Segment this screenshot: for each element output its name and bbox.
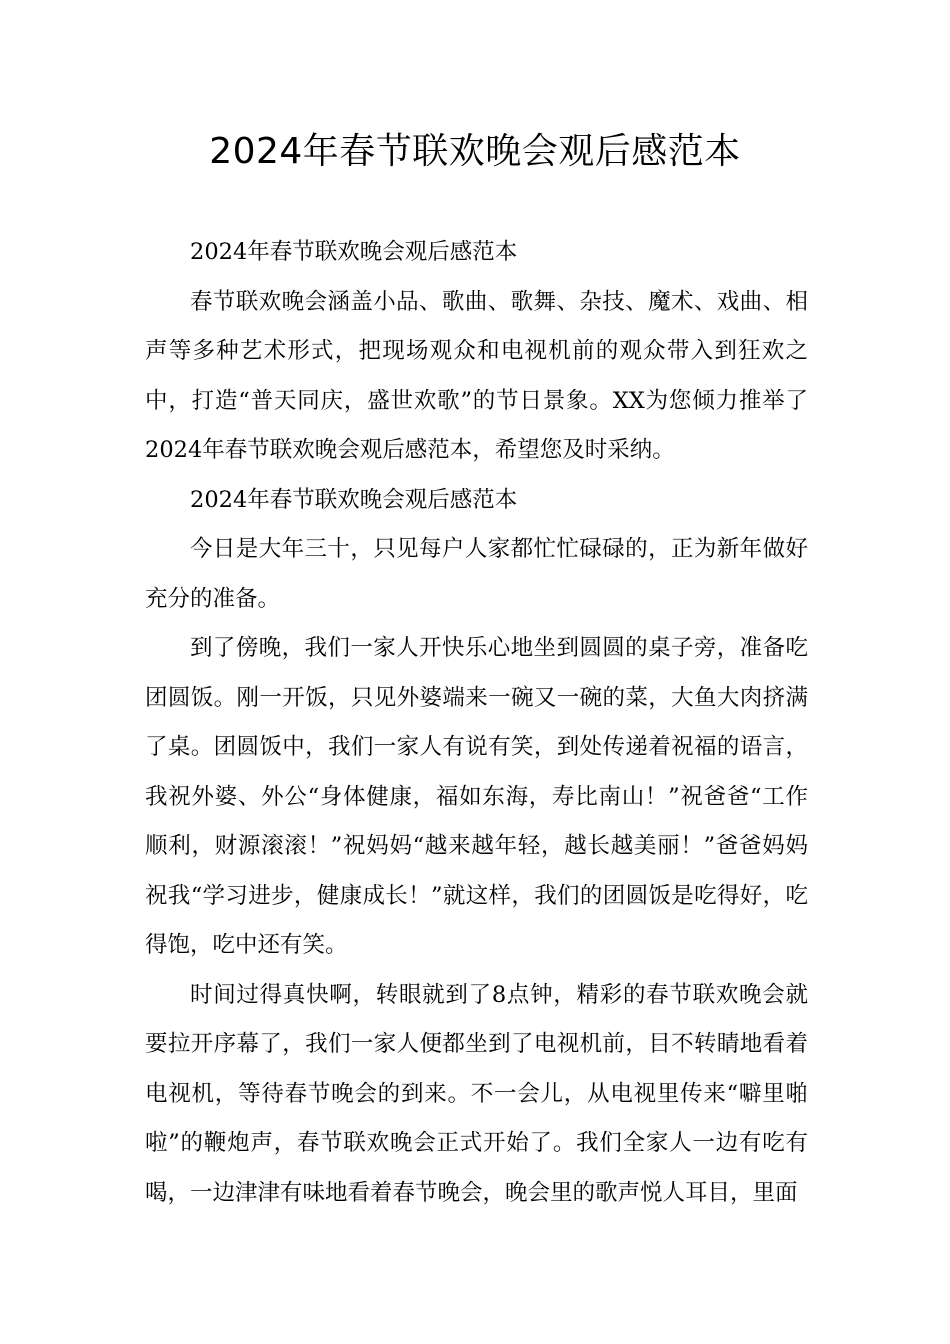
document-title: 2024年春节联欢晚会观后感范本 [209, 131, 741, 172]
paragraph: 时间过得真快啊，转眼就到了8点钟，精彩的春节联欢晚会就要拉开序幕了，我们一家人便都坐到了电视机前，目不转睛地看着电视机，等待春节晚会的到来。不一会儿，从电视里传来“噼里啪啦”的鞭炮声，春节联欢晚会正式开始了。我们全家人一边有吃有喝，一边津津有味地看着春节晚会，晚会里的歌声悦人耳目，里面 [145, 981, 808, 1206]
paragraph-subtitle-repeat: 2024年春节联欢晚会观后感范本 [190, 486, 518, 513]
paragraph: 到了傍晚，我们一家人开快乐心地坐到圆圆的桌子旁，准备吃团圆饭。刚一开饭，只见外婆端来一碗又一碗的菜，大鱼大肉挤满了桌。团圆饭中，我们一家人有说有笑，到处传递着祝福的语言，我祝外婆、外公“身体健康，福如东海，寿比南山！”祝爸爸“工作顺利，财源滚滚！”祝妈妈“越来越年轻，越长越美丽！”爸爸妈妈祝我“学习进步，健康成长！”就这样，我们的团圆饭是吃得好，吃得饱，吃中还有笑。 [145, 635, 808, 958]
paragraph: 今日是大年三十，只见每户人家都忙忙碌碌的，正为新年做好充分的准备。 [145, 536, 808, 612]
paragraph-subtitle: 2024年春节联欢晚会观后感范本 [190, 239, 518, 265]
paragraph-intro: 春节联欢晚会涵盖小品、歌曲、歌舞、杂技、魔术、戏曲、相声等多种艺术形式，把现场观众和电视机前的观众带入到狂欢之中，打造“普天同庆，盛世欢歌”的节日景象。XX为您倾力推举了2024年春节联欢晚会观后感范本，希望您及时采纳。 [145, 288, 808, 463]
document-body [145, 228, 808, 1218]
